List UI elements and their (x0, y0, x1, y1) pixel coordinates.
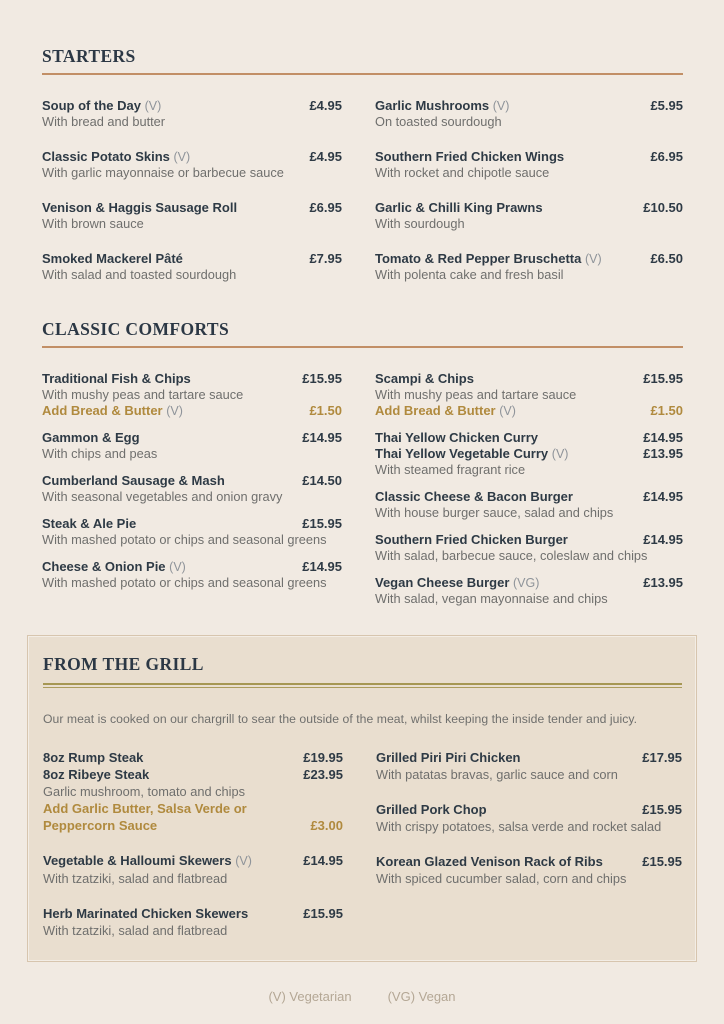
item-name-row (42, 559, 342, 575)
section-starters (42, 45, 683, 283)
menu-item (376, 749, 682, 783)
item-name: Southern Fried Chicken Burger (375, 532, 568, 547)
item-name-row (375, 371, 683, 387)
item-name: Classic Cheese & Bacon Burger (375, 489, 573, 504)
diet-legend (0, 989, 724, 1004)
item-name-row (42, 430, 342, 446)
item-addon-row (42, 403, 342, 419)
item-description: With salad, barbecue sauce, coleslaw and chips (375, 548, 648, 563)
menu-column (375, 98, 683, 283)
item-description: With polenta cake and fresh basil (375, 267, 564, 282)
menu-item (42, 251, 342, 283)
item-description: With steamed fragrant rice (375, 462, 526, 477)
starters-columns (42, 98, 683, 283)
diet-tag: (V) (551, 447, 569, 461)
diet-tag: (V) (499, 404, 516, 418)
legend-vegetarian: (V) Vegetarian (268, 989, 352, 1004)
item-name-row (375, 575, 683, 591)
item-price: £5.95 (650, 98, 683, 113)
item-description: With spiced cucumber salad, corn and chips (376, 871, 627, 886)
item-addon-row (43, 800, 343, 834)
item-name-row (375, 532, 683, 548)
item-description: With mushy peas and tartare sauce (375, 387, 577, 402)
diet-tag: (V) (235, 854, 252, 868)
item-name: Herb Marinated Chicken Skewers (43, 906, 249, 921)
menu-item (375, 430, 683, 478)
classic-comforts-columns (42, 371, 683, 607)
addon-name: Add Garlic Butter, Salsa Verde or Peppercorn Sauce (43, 801, 247, 833)
addon-price: £1.50 (650, 403, 683, 418)
item-name-row (42, 516, 342, 532)
section-title-classic-comforts: CLASSIC COMFORTS (42, 319, 230, 339)
item-price: £15.95 (643, 371, 683, 386)
menu-item (375, 575, 683, 607)
menu-column (375, 371, 683, 607)
item-name: Steak & Ale Pie (42, 516, 137, 531)
menu-item (42, 371, 342, 419)
item-price: £15.95 (302, 516, 342, 531)
item-name: Thai Yellow Vegetable Curry (V) (375, 446, 569, 461)
menu-item (375, 200, 683, 232)
addon-name: Add Bread & Butter (V) (42, 403, 183, 418)
menu-item (375, 149, 683, 181)
section-title-from-the-grill: FROM THE GRILL (43, 654, 204, 674)
item-name-row (375, 149, 683, 165)
item-name: 8oz Ribeye Steak (43, 767, 150, 782)
item-name: Vegetable & Halloumi Skewers (V) (43, 853, 252, 868)
diet-tag: (VG) (513, 576, 540, 590)
item-name: Garlic Mushrooms (V) (375, 98, 510, 113)
item-price: £14.95 (643, 489, 683, 504)
grill-intro-text: Our meat is cooked on our chargrill to sear the outside of the meat, whilst keeping the inside tender and juicy. (43, 712, 638, 726)
addon-price: £3.00 (310, 818, 343, 833)
item-price: £4.95 (309, 149, 342, 164)
menu-item (375, 532, 683, 564)
item-price: £14.95 (302, 430, 342, 445)
item-description: With bread and butter (42, 114, 166, 129)
item-description: On toasted sourdough (375, 114, 502, 129)
item-description: Garlic mushroom, tomato and chips (43, 784, 245, 799)
item-name: Scampi & Chips (375, 371, 474, 386)
item-price: £4.95 (309, 98, 342, 113)
item-description: With salad and toasted sourdough (42, 267, 237, 282)
item-name: Soup of the Day (V) (42, 98, 162, 113)
item-name: Garlic & Chilli King Prawns (375, 200, 543, 215)
item-name-row (375, 200, 683, 216)
item-description: With garlic mayonnaise or barbecue sauce (42, 165, 284, 180)
item-description: With mushy peas and tartare sauce (42, 387, 244, 402)
section-from-the-grill (27, 635, 697, 962)
item-price: £13.95 (643, 446, 683, 461)
addon-price: £1.50 (309, 403, 342, 418)
item-name: Vegan Cheese Burger (VG) (375, 575, 540, 590)
item-description: With tzatziki, salad and flatbread (43, 871, 228, 886)
menu-column (43, 749, 343, 939)
menu-item (42, 98, 342, 130)
section-classic-comforts (42, 318, 683, 607)
menu-item (42, 200, 342, 232)
section-rule-classic-comforts (42, 346, 683, 348)
item-price: £19.95 (303, 750, 343, 765)
item-name-row (375, 489, 683, 505)
item-name-row (375, 251, 683, 267)
item-price: £14.95 (643, 430, 683, 445)
item-price: £6.50 (650, 251, 683, 266)
item-description: With salad, vegan mayonnaise and chips (375, 591, 608, 606)
item-name-row (375, 98, 683, 114)
item-name-row (42, 371, 342, 387)
item-addon-row (375, 403, 683, 419)
item-name: Korean Glazed Venison Rack of Ribs (376, 854, 603, 869)
diet-tag: (V) (492, 99, 510, 113)
item-name-row (375, 446, 683, 462)
item-price: £6.95 (309, 200, 342, 215)
item-name: Traditional Fish & Chips (42, 371, 191, 386)
menu-column (42, 98, 342, 283)
menu-item (42, 516, 342, 548)
menu-item (43, 852, 343, 887)
from-the-grill-columns (43, 749, 682, 939)
item-price: £7.95 (309, 251, 342, 266)
item-name-row (43, 749, 343, 766)
item-price: £13.95 (643, 575, 683, 590)
item-name-row (42, 98, 342, 114)
item-name-row (42, 200, 342, 216)
diet-tag: (V) (144, 99, 162, 113)
item-description: With mashed potato or chips and seasonal greens (42, 532, 327, 547)
menu-item (375, 489, 683, 521)
item-name-row (43, 905, 343, 922)
item-name-row (42, 251, 342, 267)
item-name: Grilled Piri Piri Chicken (376, 750, 521, 765)
section-rule-from-the-grill (43, 683, 682, 688)
item-description: With patatas bravas, garlic sauce and corn (376, 767, 618, 782)
diet-tag: (V) (169, 560, 186, 574)
item-description: With mashed potato or chips and seasonal greens (42, 575, 327, 590)
item-price: £14.50 (302, 473, 342, 488)
item-name: Tomato & Red Pepper Bruschetta (V) (375, 251, 602, 266)
item-name: Smoked Mackerel Pâté (42, 251, 183, 266)
menu-item (376, 801, 682, 835)
menu-item (42, 559, 342, 591)
item-description: With sourdough (375, 216, 465, 231)
item-price: £17.95 (642, 750, 682, 765)
item-description: With house burger sauce, salad and chips (375, 505, 614, 520)
item-description: With seasonal vegetables and onion gravy (42, 489, 283, 504)
item-name-row (42, 473, 342, 489)
item-name-row (375, 430, 683, 446)
section-title-starters: STARTERS (42, 46, 136, 66)
menu-item (42, 149, 342, 181)
item-name: Cheese & Onion Pie (V) (42, 559, 186, 574)
menu-item (42, 473, 342, 505)
item-price: £15.95 (642, 854, 682, 869)
item-name: Cumberland Sausage & Mash (42, 473, 225, 488)
menu-item (376, 853, 682, 887)
menu-item (375, 371, 683, 419)
diet-tag: (V) (166, 404, 183, 418)
item-price: £6.95 (650, 149, 683, 164)
menu-item (43, 749, 343, 834)
item-name: Grilled Pork Chop (376, 802, 487, 817)
item-description: With tzatziki, salad and flatbread (43, 923, 228, 938)
item-description: With crispy potatoes, salsa verde and rocket salad (376, 819, 662, 834)
item-name-row (376, 749, 682, 766)
item-name-row (43, 852, 343, 870)
item-name-row (43, 766, 343, 783)
item-name: Venison & Haggis Sausage Roll (42, 200, 238, 215)
menu-item (375, 98, 683, 130)
diet-tag: (V) (173, 150, 191, 164)
item-price: £14.95 (643, 532, 683, 547)
item-price: £15.95 (642, 802, 682, 817)
menu-item (43, 905, 343, 939)
item-name-row (376, 853, 682, 870)
legend-vegan: (VG) Vegan (387, 989, 456, 1004)
item-price: £10.50 (643, 200, 683, 215)
item-name: Thai Yellow Chicken Curry (375, 430, 539, 445)
section-rule-starters (42, 73, 683, 75)
item-name: 8oz Rump Steak (43, 750, 144, 765)
item-price: £15.95 (303, 906, 343, 921)
item-price: £23.95 (303, 767, 343, 782)
item-price: £14.95 (303, 853, 343, 868)
diet-tag: (V) (584, 252, 602, 266)
menu-column (376, 749, 682, 887)
item-name: Southern Fried Chicken Wings (375, 149, 565, 164)
addon-name: Add Bread & Butter (V) (375, 403, 516, 418)
item-price: £14.95 (302, 559, 342, 574)
item-name-row (42, 149, 342, 165)
item-description: With rocket and chipotle sauce (375, 165, 550, 180)
menu-item (42, 430, 342, 462)
item-name-row (376, 801, 682, 818)
item-description: With brown sauce (42, 216, 144, 231)
item-name: Classic Potato Skins (V) (42, 149, 191, 164)
item-description: With chips and peas (42, 446, 158, 461)
menu-column (42, 371, 342, 591)
menu-item (375, 251, 683, 283)
item-price: £15.95 (302, 371, 342, 386)
item-name: Gammon & Egg (42, 430, 140, 445)
